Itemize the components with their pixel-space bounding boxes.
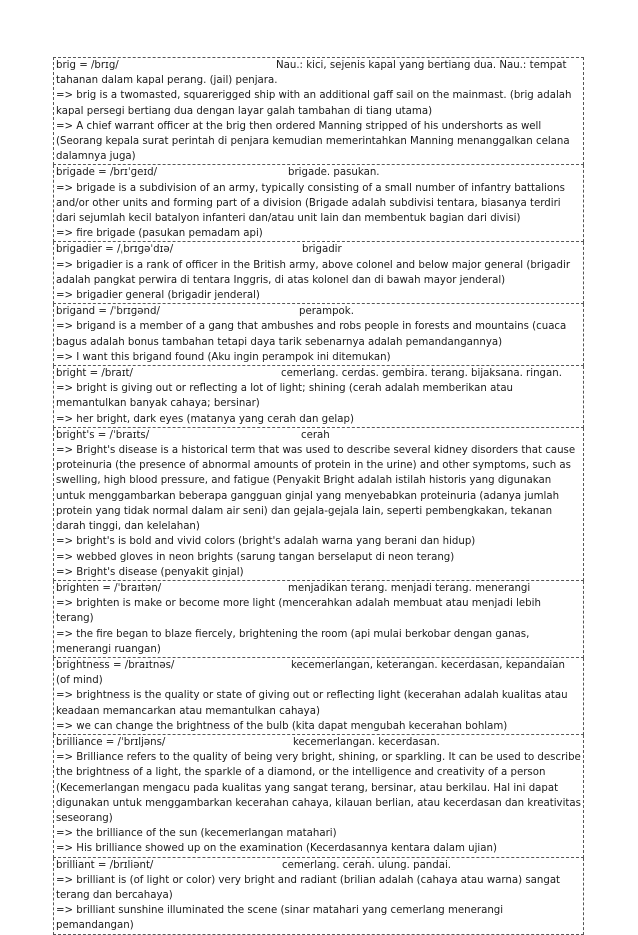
- example-line: => brighten is make or become more light (mencerahkan adalah membuat atau menjadi lebih terang): [56, 598, 541, 625]
- example-line: => fire brigade (pasukan pemadam api): [56, 228, 263, 240]
- dictionary-entry: [53, 658, 584, 735]
- example-line: => I want this brigand found (Aku ingin perampok ini ditemukan): [56, 351, 391, 363]
- example-line: => bright's is bold and vivid colors (bright's adalah warna yang berani dan hidup): [56, 536, 476, 548]
- translation: cerah: [301, 429, 330, 441]
- example-line: => brigadier is a rank of officer in the British army, above colonel and below major general (brigadir adalah pangkat perwira di tentara Inggris, di atas kolonel dan di bawah mayor jenderal): [56, 259, 571, 286]
- example-line: => A chief warrant officer at the brig then ordered Manning stripped of his undershorts as well (Seorang kepala surat perintah di penjara kemudian memerintahkan Manning menanggalkan celana dalamnya juga): [56, 120, 570, 163]
- dictionary-entry: [53, 57, 584, 165]
- entry-header: [56, 58, 581, 88]
- translation: cemerlang. cerah. ulung. pandai.: [282, 859, 452, 871]
- headword: brig = /brɪg/: [56, 60, 119, 71]
- headword: brilliance = /ˈbrɪljəns/: [56, 736, 166, 748]
- translation: kecemerlangan. kecerdasan.: [293, 736, 440, 748]
- example-line: => Brilliance refers to the quality of being very bright, shining, or sparkling. It can be used to describe the brightness of a light, the sparkle of a diamond, or the intelligence and creativity of a person (Kecemerlangan mengacu pada kualitas yang sangat terang, bersinar, atau berkilau. Hal ini dapat digunakan untuk menggambarkan kecerahan cahaya, kilauan berlian, atau kecerdasan dan kreativitas seseorang): [56, 752, 581, 824]
- example-line: => the brilliance of the sun (kecemerlangan matahari): [56, 828, 337, 840]
- example-line: => His brilliance showed up on the examination (Kecerdasannya kentara dalam ujian): [56, 843, 497, 855]
- translation: brigadir: [302, 244, 342, 256]
- dictionary-page: [53, 57, 584, 935]
- headword: brighten = /ˈbraɪtən/: [56, 582, 162, 594]
- example-line: => her bright, dark eyes (matanya yang cerah dan gelap): [56, 413, 354, 425]
- translation: brigade. pasukan.: [288, 167, 380, 179]
- example-line: => brightness is the quality or state of giving out or reflecting light (kecerahan adalah kualitas atau keadaan memancarkan atau memantulkan cahaya): [56, 690, 568, 717]
- entry-header: [56, 735, 581, 750]
- example-line: => brilliant sunshine illuminated the scene (sinar matahari yang cemerlang menerangi pemandangan): [56, 905, 504, 932]
- example-line: => the fire began to blaze fiercely, brightening the room (api mulai berkobar dengan ganas, menerangi ruangan): [56, 628, 530, 655]
- dictionary-entry: [53, 428, 584, 581]
- headword: brilliant = /brɪliənt/: [56, 859, 154, 871]
- example-line: => brigadier general (brigadir jenderal): [56, 290, 260, 302]
- example-line: => Bright's disease is a historical term that was used to describe several kidney disorders that cause proteinuria (the presence of abnormal amounts of protein in the urine) and other symptoms, such as swelling, high blood pressure, and fatigue (Penyakit Bright adalah istilah historis yang digunakan untuk menggambarkan beberapa gangguan ginjal yang menyebabkan proteinuria (adanya jumlah protein yang tidak normal dalam air seni) dan gejala-gejala lain, seperti pembengkakan, tekanan darah tinggi, dan kelelahan): [56, 445, 576, 533]
- headword: brigadier = /ˌbrɪɡəˈdɪə/: [56, 244, 174, 256]
- entry-header: [56, 581, 581, 596]
- entry-header: [56, 242, 581, 257]
- dictionary-entry: [53, 242, 584, 304]
- headword: brightness = /braɪtnəs/: [56, 659, 175, 671]
- example-line: => brilliant is (of light or color) very bright and radiant (brilian adalah (cahaya atau warna) sangat terang dan bercahaya): [56, 874, 561, 901]
- entry-header: [56, 858, 581, 873]
- dictionary-entry: [53, 304, 584, 366]
- entry-header: [56, 658, 581, 688]
- headword: brigand = /ˈbrɪɡənd/: [56, 306, 160, 318]
- example-line: => brigade is a subdivision of an army, typically consisting of a small number of infantry battalions and/or other units and forming part of a division (Brigade adalah subdivisi tentara, biasanya terdiri dari sejumlah kecil batalyon infanteri dan/atau unit lain dan membentuk bagian dari divisi): [56, 182, 565, 225]
- translation: kecemerlangan, keterangan. kecerdasan, kepandaian (of mind): [56, 659, 565, 687]
- dictionary-entry: [53, 858, 584, 935]
- entry-header: [56, 428, 581, 443]
- entry-header: [56, 304, 581, 319]
- translation: Nau.: kici, sejenis kapal yang bertiang dua. Nau.: tempat tahanan dalam kapal perang. (jail) penjara.: [56, 60, 567, 87]
- headword: brigade = /brɪˈɡeɪd/: [56, 167, 158, 179]
- example-line: => we can change the brightness of the bulb (kita dapat mengubah kecerahan bohlam): [56, 720, 508, 732]
- example-line: => brig is a twomasted, squarerigged ship with an additional gaff sail on the mainmast. (brig adalah kapal persegi bertiang dua dengan layar galah tambahan di tiang utama): [56, 90, 572, 117]
- example-line: => Bright's disease (penyakit ginjal): [56, 566, 244, 578]
- translation: perampok.: [299, 306, 354, 318]
- headword: bright = /braɪt/: [56, 368, 133, 380]
- entry-header: [56, 366, 581, 381]
- dictionary-entry: [53, 165, 584, 242]
- example-line: => webbed gloves in neon brights (sarung tangan berselaput di neon terang): [56, 551, 455, 563]
- translation: cemerlang. cerdas. gembira. terang. bijaksana. ringan.: [281, 368, 562, 380]
- translation: menjadikan terang. menjadi terang. menerangi: [288, 582, 531, 594]
- dictionary-entry: [53, 366, 584, 428]
- example-line: => bright is giving out or reflecting a lot of light; shining (cerah adalah memberikan atau memantulkan banyak cahaya; bersinar): [56, 383, 514, 410]
- dictionary-entry: [53, 735, 584, 858]
- example-line: => brigand is a member of a gang that ambushes and robs people in forests and mountains (cuaca bagus adalah bonus tambahan tetapi daya tarik sebenarnya adalah pemandangannya): [56, 321, 567, 348]
- dictionary-entry: [53, 581, 584, 658]
- headword: bright's = /ˈbraɪts/: [56, 429, 150, 441]
- entry-header: [56, 165, 581, 180]
